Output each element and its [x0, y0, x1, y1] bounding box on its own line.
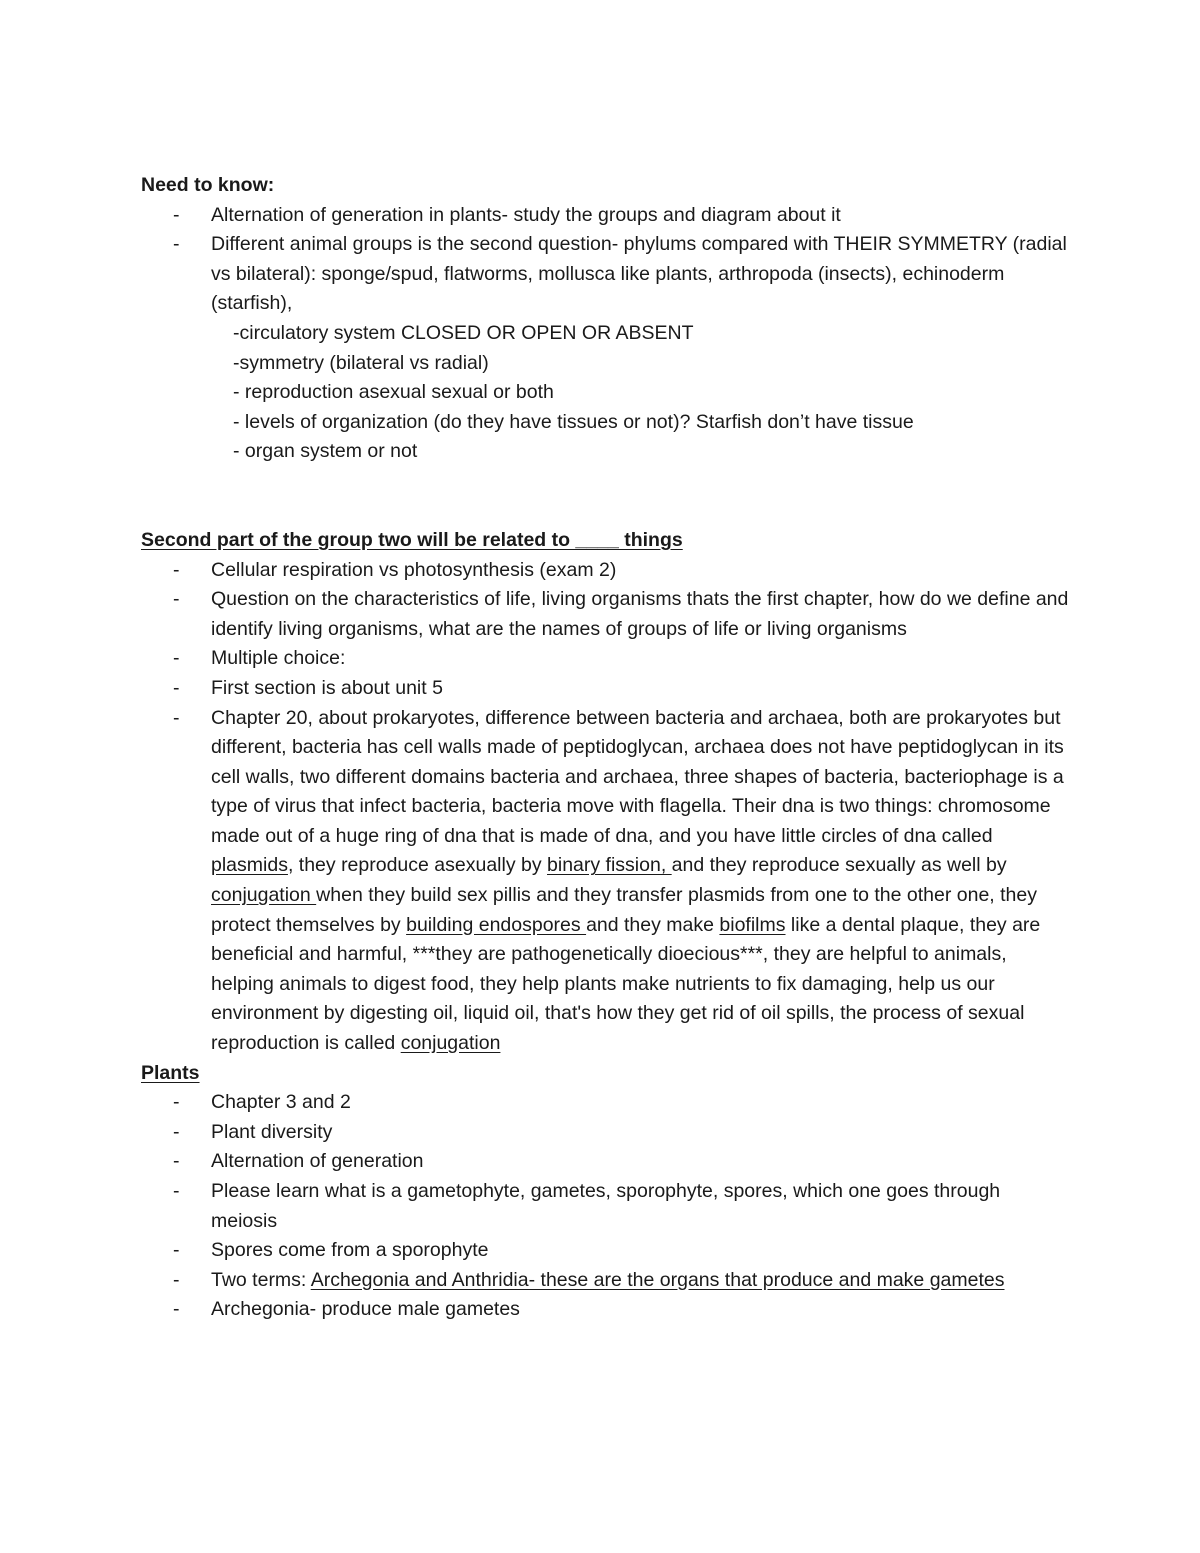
list-item-text: Please learn what is a gametophyte, gametes, sporophyte, spores, which one goes through meiosis [211, 1180, 1001, 1232]
underlined-term-biofilms: biofilms [719, 913, 786, 936]
underlined-term-conjugation: conjugation [211, 884, 317, 907]
list-item [141, 556, 1071, 586]
list-item [141, 585, 1071, 644]
bullet-dash: - [173, 1268, 180, 1291]
list-item [141, 1118, 1071, 1148]
list-item [141, 1147, 1071, 1177]
underlined-term-endospores: building endospores [406, 913, 587, 936]
underlined-term-binary-fission: binary fission, [547, 854, 672, 877]
list-item-text: Different animal groups is the second question- phylums compared with THEIR SYMMETRY (radial vs bilateral): sponge/spud, flatworms, mollusca like plants, arthropoda (insects), echinoderm (starfish), [211, 233, 1067, 315]
sub-item: - organ system or not [233, 440, 418, 463]
list-need-to-know [141, 201, 1071, 319]
list-item [141, 1088, 1071, 1118]
list-item-chapter-20 [141, 704, 1071, 1059]
list-item [141, 1266, 1071, 1296]
bullet-dash: - [173, 1150, 180, 1173]
heading-need-to-know: Need to know: [141, 174, 275, 196]
text-run: when they build sex pillis and they transfer plasmids from one to the other one, they protect themselves by [211, 884, 1037, 936]
list-item [141, 230, 1071, 319]
sub-item: - levels of organization (do they have tissues or not)? Starfish don’t have tissue [233, 410, 914, 433]
list-item-text: Alternation of generation in plants- study the groups and diagram about it [211, 203, 841, 226]
bullet-dash: - [173, 1298, 180, 1321]
list-item-text: Chapter 3 and 2 [211, 1091, 351, 1114]
list-item [141, 644, 1071, 674]
list-item-text: Multiple choice: [211, 647, 346, 670]
list-item [141, 1236, 1071, 1266]
bullet-dash: - [173, 1091, 180, 1114]
text-run: , they reproduce asexually by [287, 854, 548, 877]
bullet-dash: - [173, 588, 180, 611]
list-item [141, 201, 1071, 231]
list-second-part [141, 556, 1071, 1059]
bullet-dash: - [173, 203, 180, 226]
list-item-text: Plant diversity [211, 1120, 333, 1143]
bullet-dash: - [173, 233, 180, 256]
sub-item: -symmetry (bilateral vs radial) [233, 351, 489, 374]
text-run: and they reproduce sexually as well by [671, 854, 1007, 877]
underlined-term-archegonia-anthridia: Archegonia and Anthridia- these are the organs that produce and make gametes [310, 1268, 1005, 1291]
list-item-text: Spores come from a sporophyte [211, 1239, 489, 1262]
bullet-dash: - [173, 1120, 180, 1143]
heading-plants: Plants [141, 1061, 200, 1084]
list-item [141, 1177, 1071, 1236]
underlined-term-conjugation-2: conjugation [400, 1032, 501, 1055]
list-item-text: Cellular respiration vs photosynthesis (exam 2) [211, 558, 617, 581]
bullet-dash: - [173, 676, 180, 699]
text-run: Chapter 20, about prokaryotes, difference between bacteria and archaea, both are prokaryotes but different, bacteria has cell walls made of peptidoglycan, archaea does not have peptidoglycan in its cell walls, two different domains bacteria and archaea, three shapes of bacteria, bacteriophage is a type of virus that infect bacteria, bacteria move with flagella. Their dna is two things: chromosome made out of a huge ring of dna that is made of dna, and you have little circles of dna called [211, 706, 1064, 847]
heading-second-part: Second part of the group two will be related to ____ things [141, 528, 683, 551]
list-item-text: First section is about unit 5 [211, 676, 443, 699]
text-run: and they make [586, 913, 720, 936]
bullet-dash: - [173, 1180, 180, 1202]
list-item-text: Archegonia- produce male gametes [211, 1298, 520, 1321]
bullet-dash: - [173, 558, 180, 581]
list-item-text: Alternation of generation [211, 1150, 424, 1173]
sub-item: - reproduction asexual sexual or both [233, 381, 554, 404]
sub-item: -circulatory system CLOSED OR OPEN OR ABSENT [233, 321, 694, 344]
document-body [141, 171, 1071, 1325]
bullet-dash: - [173, 706, 180, 729]
list-item [141, 674, 1071, 704]
text-run: like a dental plaque, they are beneficial and harmful, ***they are pathogenetically dioecious***, they are helpful to animals, helping animals to digest food, they help plants make nutrients to fix damaging, help us our environment by digesting oil, liquid oil, that's how they get rid of oil spills, the process of sexual reproduction is called [211, 913, 1041, 1055]
bullet-dash: - [173, 1239, 180, 1262]
list-plants [141, 1088, 1071, 1325]
list-item-text: Question on the characteristics of life, living organisms thats the first chapter, how do we define and identify living organisms, what are the names of groups of life or living organisms [211, 588, 1069, 640]
list-item [141, 1295, 1071, 1325]
list-item-text: Two terms: [211, 1268, 311, 1291]
underlined-term-plasmids: plasmids [211, 854, 288, 877]
bullet-dash: - [173, 647, 180, 670]
